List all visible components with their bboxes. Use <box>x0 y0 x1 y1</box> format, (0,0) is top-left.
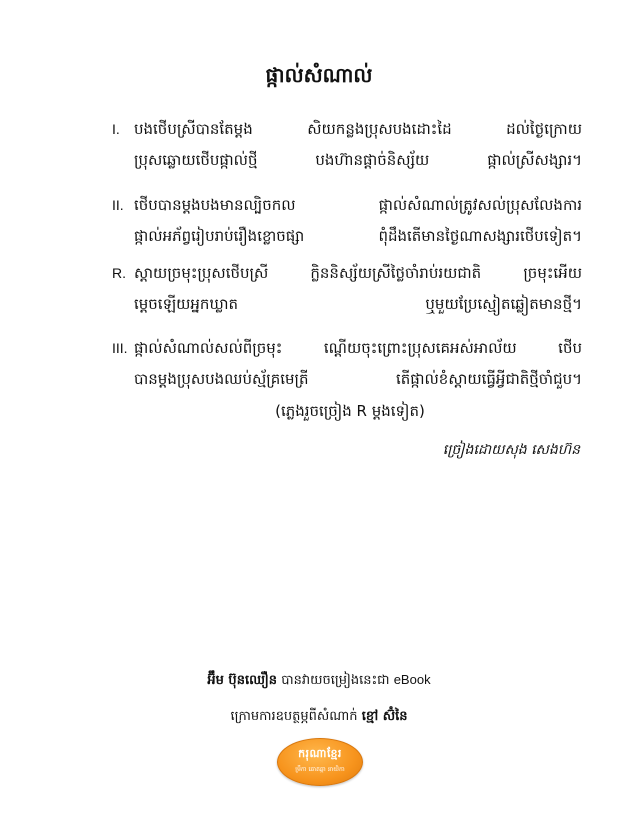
ebook-credit <box>0 672 638 691</box>
verse-3 <box>112 333 582 395</box>
publisher-logo <box>277 738 363 786</box>
verse-number: R. <box>112 265 126 281</box>
sponsor-name: ខ្មៅ ស៊ំនៃ <box>361 709 408 724</box>
ebook-label: eBook <box>393 672 431 687</box>
sponsor-credit <box>0 708 638 727</box>
verse-1 <box>112 114 582 176</box>
verse-line: ម្តេចឡើយអ្នកឃ្លាត ឬមួយប្រែស្មៀតឆ្លៀតមានថ្មី។ <box>134 295 582 313</box>
verse-line: ស្តាយច្រមុះប្រុសថើបស្រី ក្លិននិស្ស័យស្រីថ្លៃចាំរាប់រយជាតិ ច្រមុះអើយ <box>134 264 582 282</box>
verse-number: II. <box>112 197 124 213</box>
logo-name: ករុណាខ្មែរ <box>298 747 342 760</box>
sponsor-text: ក្រោមការឧបត្ថម្ភពីសំណាក់ <box>230 709 358 724</box>
verse-number: I. <box>112 121 120 137</box>
verse-line: ប្រុសឆ្លោយថើបផ្កាល់ថ្មី បងហ៊ានផ្តាច់និស្ស័យ ផ្កាល់ស្រីសង្សារ។ <box>134 151 582 169</box>
verse-number: III. <box>112 340 128 356</box>
logo-subtitle: ម្រឹកា ឆោតឆ្កា នាយិកា <box>295 766 345 773</box>
verse-line: បានម្តងប្រុសបងឈប់ស្ម័គ្រមេត្រី តើផ្កាល់ខំស្តាយធ្វើអ្វីជាតិថ្មីចាំជួប។ <box>134 370 582 388</box>
verse-line: បងថើបស្រីបានតែម្តង សិយកន្លងប្រុសបងដោះដៃ ដល់ថ្ងៃក្រោយ <box>134 120 582 138</box>
verse-line: ថើបបានម្តងបងមានល្បិចកល ផ្កាល់សំណាល់ត្រូវសល់ប្រុសលែងការ <box>134 196 582 214</box>
verse-2 <box>112 190 582 252</box>
verse-line: ផ្កាល់អភ័ព្វរៀបរាប់រឿងខ្លោចផ្សា ពុំដឹងតើមានថ្ងៃណាសង្សារថើបទៀត។ <box>134 227 582 245</box>
song-title: ផ្កាល់សំណាល់ <box>265 63 373 87</box>
chorus-note: (ភ្លេងរួចច្រៀង R ម្តងទៀត) <box>275 402 425 420</box>
singer-credit: ច្រៀងដោយសុង សេងហ៊ន <box>442 442 580 458</box>
credit-text: បានវាយចម្រៀងនេះជា <box>281 673 390 688</box>
refrain <box>112 258 582 320</box>
typist-name: អ៊ឹម ប៊ុនឈឿន <box>207 673 278 688</box>
verse-line: ផ្កាល់សំណាល់សល់ពីច្រមុះ ណ្តើយចុះព្រោះប្រុសគេអស់អាល័យ ថើប <box>134 339 582 357</box>
